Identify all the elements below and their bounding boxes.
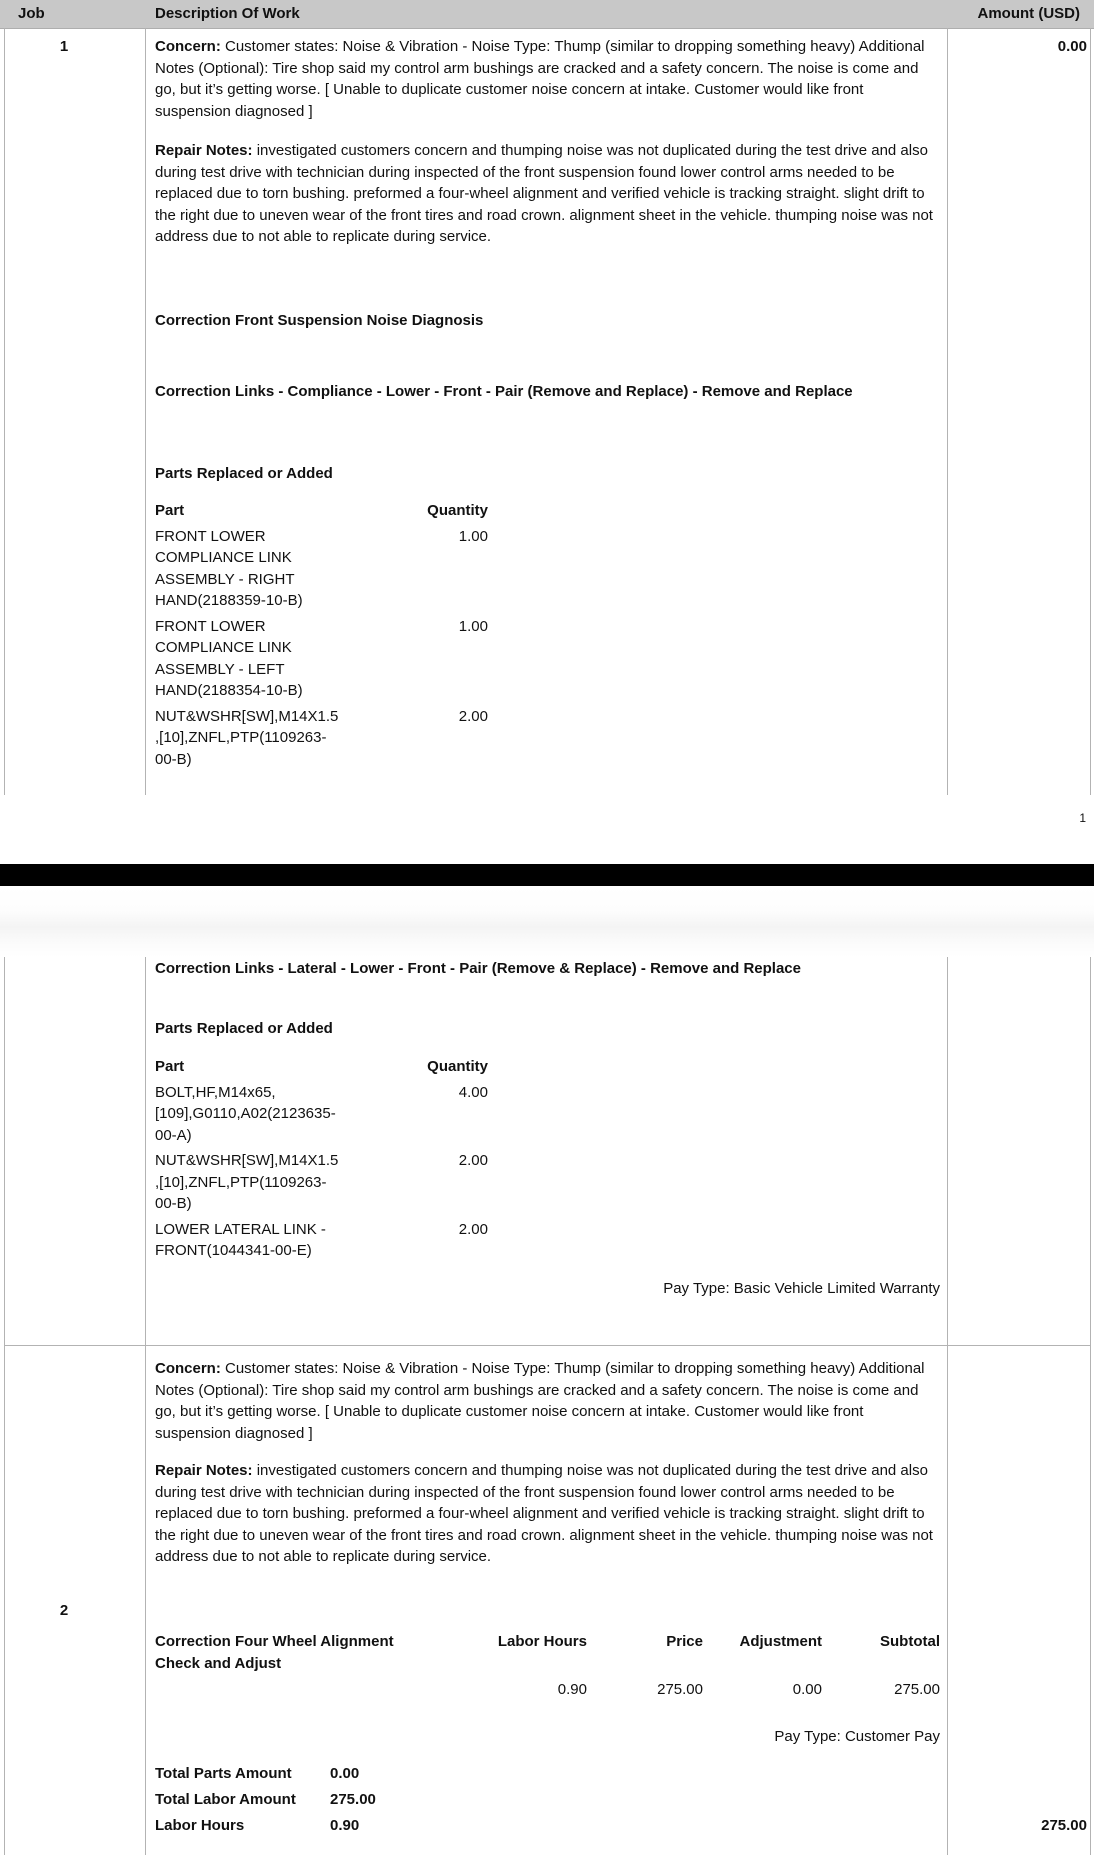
labor-header-adjustment: Adjustment: [739, 1633, 822, 1650]
table-border-right-p2: [1090, 957, 1091, 1855]
parts-table-header: [155, 500, 935, 522]
part-name: LOWER LATERAL LINK - FRONT(1044341-00-E): [155, 1220, 326, 1259]
parts-section-title: Parts Replaced or Added: [155, 1020, 333, 1037]
page-separator: [0, 864, 1094, 886]
part-name: NUT&WSHR[SW],M14X1.5,[10],ZNFL,PTP(1109263-00-B): [155, 1152, 339, 1212]
repair-notes-paragraph: [155, 140, 935, 248]
pay-type-warranty: Pay Type: Basic Vehicle Limited Warranty: [663, 1280, 940, 1297]
total-parts-row: [155, 1763, 555, 1785]
parts-header-quantity: Quantity: [427, 1058, 488, 1075]
labor-hours-row: [155, 1815, 555, 1837]
correction-links-compliance: Correction Links - Compliance - Lower - Front - Pair (Remove and Replace) - Remove and Replace: [155, 383, 853, 400]
repair-notes-text: investigated customers concern and thumping noise was not duplicated during the test drive and also during test drive with technician during inspected of the front suspension found lower control arms needed to be replaced due to torn bushing. preformed a four-wheel alignment and verified vehicle is tracking straight. slight drift to the right due to uneven wear of the front tires and road crown. alignment sheet in the vehicle. thumping noise was not address due to not able to replicate during service.: [155, 142, 933, 245]
parts-header-part: Part: [155, 502, 185, 519]
table-border-left-p1: [4, 28, 5, 795]
part-quantity: 4.00: [458, 1083, 488, 1101]
part-quantity: 2.00: [458, 707, 488, 725]
job-number: 1: [59, 38, 69, 55]
table-border-left-p2: [4, 957, 5, 1855]
labor-value-price: 275.00: [657, 1681, 703, 1698]
part-name: NUT&WSHR[SW],M14X1.5,[10],ZNFL,PTP(1109263-00-B): [155, 707, 339, 768]
total-parts-label: Total Parts Amount: [155, 1765, 292, 1782]
repair-notes-text: investigated customers concern and thumping noise was not duplicated during the test drive and also during test drive with technician during inspected of the front suspension found lower control arms needed to be replaced due to torn bushing. preformed a four-wheel alignment and verified vehicle is tracking straight. slight drift to the right due to uneven wear of the front tires and road crown. alignment sheet in the vehicle. thumping noise was not address due to not able to replicate during service.: [155, 1462, 933, 1565]
page-number: 1: [1079, 811, 1086, 825]
parts-header-part: Part: [155, 1058, 185, 1075]
table-border-right-p1: [1090, 28, 1091, 795]
concern-paragraph: [155, 36, 935, 122]
repair-notes-paragraph: [155, 1460, 935, 1568]
table-row: [155, 1150, 935, 1215]
part-quantity: 2.00: [458, 1220, 488, 1238]
job-amount: 275.00: [1041, 1817, 1087, 1834]
labor-header-hours: Labor Hours: [497, 1633, 587, 1650]
total-labor-value: 275.00: [330, 1791, 376, 1808]
concern-paragraph: [155, 1358, 935, 1444]
parts-section-title: Parts Replaced or Added: [155, 465, 333, 482]
labor-hours-value: 0.90: [330, 1817, 360, 1834]
total-parts-value: 0.00: [330, 1765, 360, 1782]
row-separator: [4, 1345, 1091, 1346]
labor-value-subtotal: 275.00: [894, 1681, 940, 1698]
table-row: [155, 526, 935, 612]
totals-block: [155, 1763, 555, 1841]
labor-correction-title: Correction Four Wheel Alignment Check and Adjust: [155, 1633, 394, 1672]
correction-links-lateral: Correction Links - Lateral - Lower - Front - Pair (Remove & Replace) - Remove and Replace: [155, 960, 801, 977]
parts-table-header: [155, 1056, 935, 1078]
table-row: [155, 1082, 935, 1147]
column-header-amount: Amount (USD): [977, 5, 1080, 22]
concern-label: Concern:: [155, 38, 221, 55]
table-row: [155, 616, 935, 702]
concern-text: Customer states: Noise & Vibration - Noise Type: Thump (similar to dropping something heavy) Additional Notes (Optional): Tire shop said my control arm bushings are cracked and a safety concern. The noise is come and go, but it’s getting worse. [ Unable to duplicate customer noise concern at intake. Customer would like front suspension diagnosed ]: [155, 1360, 925, 1442]
job-amount: 0.00: [1057, 38, 1087, 55]
table-border-desc-amount-p1: [947, 28, 948, 795]
parts-table: [155, 500, 935, 774]
page-gap: [0, 886, 1094, 957]
total-labor-row: [155, 1789, 555, 1811]
column-header-job: Job: [18, 5, 45, 22]
part-name: BOLT,HF,M14x65,[109],G0110,A02(2123635-00-A): [155, 1083, 336, 1144]
repair-notes-label: Repair Notes:: [155, 1462, 253, 1479]
concern-text: Customer states: Noise & Vibration - Noise Type: Thump (similar to dropping something heavy) Additional Notes (Optional): Tire shop said my control arm bushings are cracked and a safety concern. The noise is come and go, but it’s getting worse. [ Unable to duplicate customer noise concern at intake. Customer would like front suspension diagnosed ]: [155, 38, 925, 120]
correction-title: Correction Front Suspension Noise Diagnosis: [155, 312, 484, 329]
labor-value-adjustment: 0.00: [792, 1681, 822, 1698]
table-header-row: [0, 0, 1094, 29]
column-header-description: Description Of Work: [155, 5, 300, 22]
part-quantity: 2.00: [458, 1152, 488, 1169]
table-border-job-desc-p1: [145, 28, 146, 795]
table-border-desc-amount-p2: [947, 957, 948, 1855]
part-name: FRONT LOWER COMPLIANCE LINK ASSEMBLY - RIGHT HAND(2188359-10-B): [155, 527, 303, 609]
labor-hours-label: Labor Hours: [155, 1817, 245, 1834]
parts-table: [155, 1056, 935, 1266]
part-quantity: 1.00: [458, 527, 488, 545]
concern-label: Concern:: [155, 1360, 221, 1377]
parts-header-quantity: Quantity: [427, 502, 488, 519]
total-labor-label: Total Labor Amount: [155, 1791, 296, 1808]
table-row: [155, 706, 935, 771]
labor-value-hours: 0.90: [557, 1681, 587, 1698]
job-number: 2: [59, 1602, 69, 1619]
labor-header-price: Price: [666, 1633, 703, 1650]
table-row: [155, 1219, 935, 1262]
labor-header-subtotal: Subtotal: [880, 1633, 940, 1650]
repair-notes-label: Repair Notes:: [155, 142, 253, 159]
table-border-job-desc-p2: [145, 957, 146, 1855]
part-quantity: 1.00: [458, 617, 488, 635]
pay-type-customer: Pay Type: Customer Pay: [774, 1728, 940, 1745]
part-name: FRONT LOWER COMPLIANCE LINK ASSEMBLY - LEFT HAND(2188354-10-B): [155, 617, 303, 699]
